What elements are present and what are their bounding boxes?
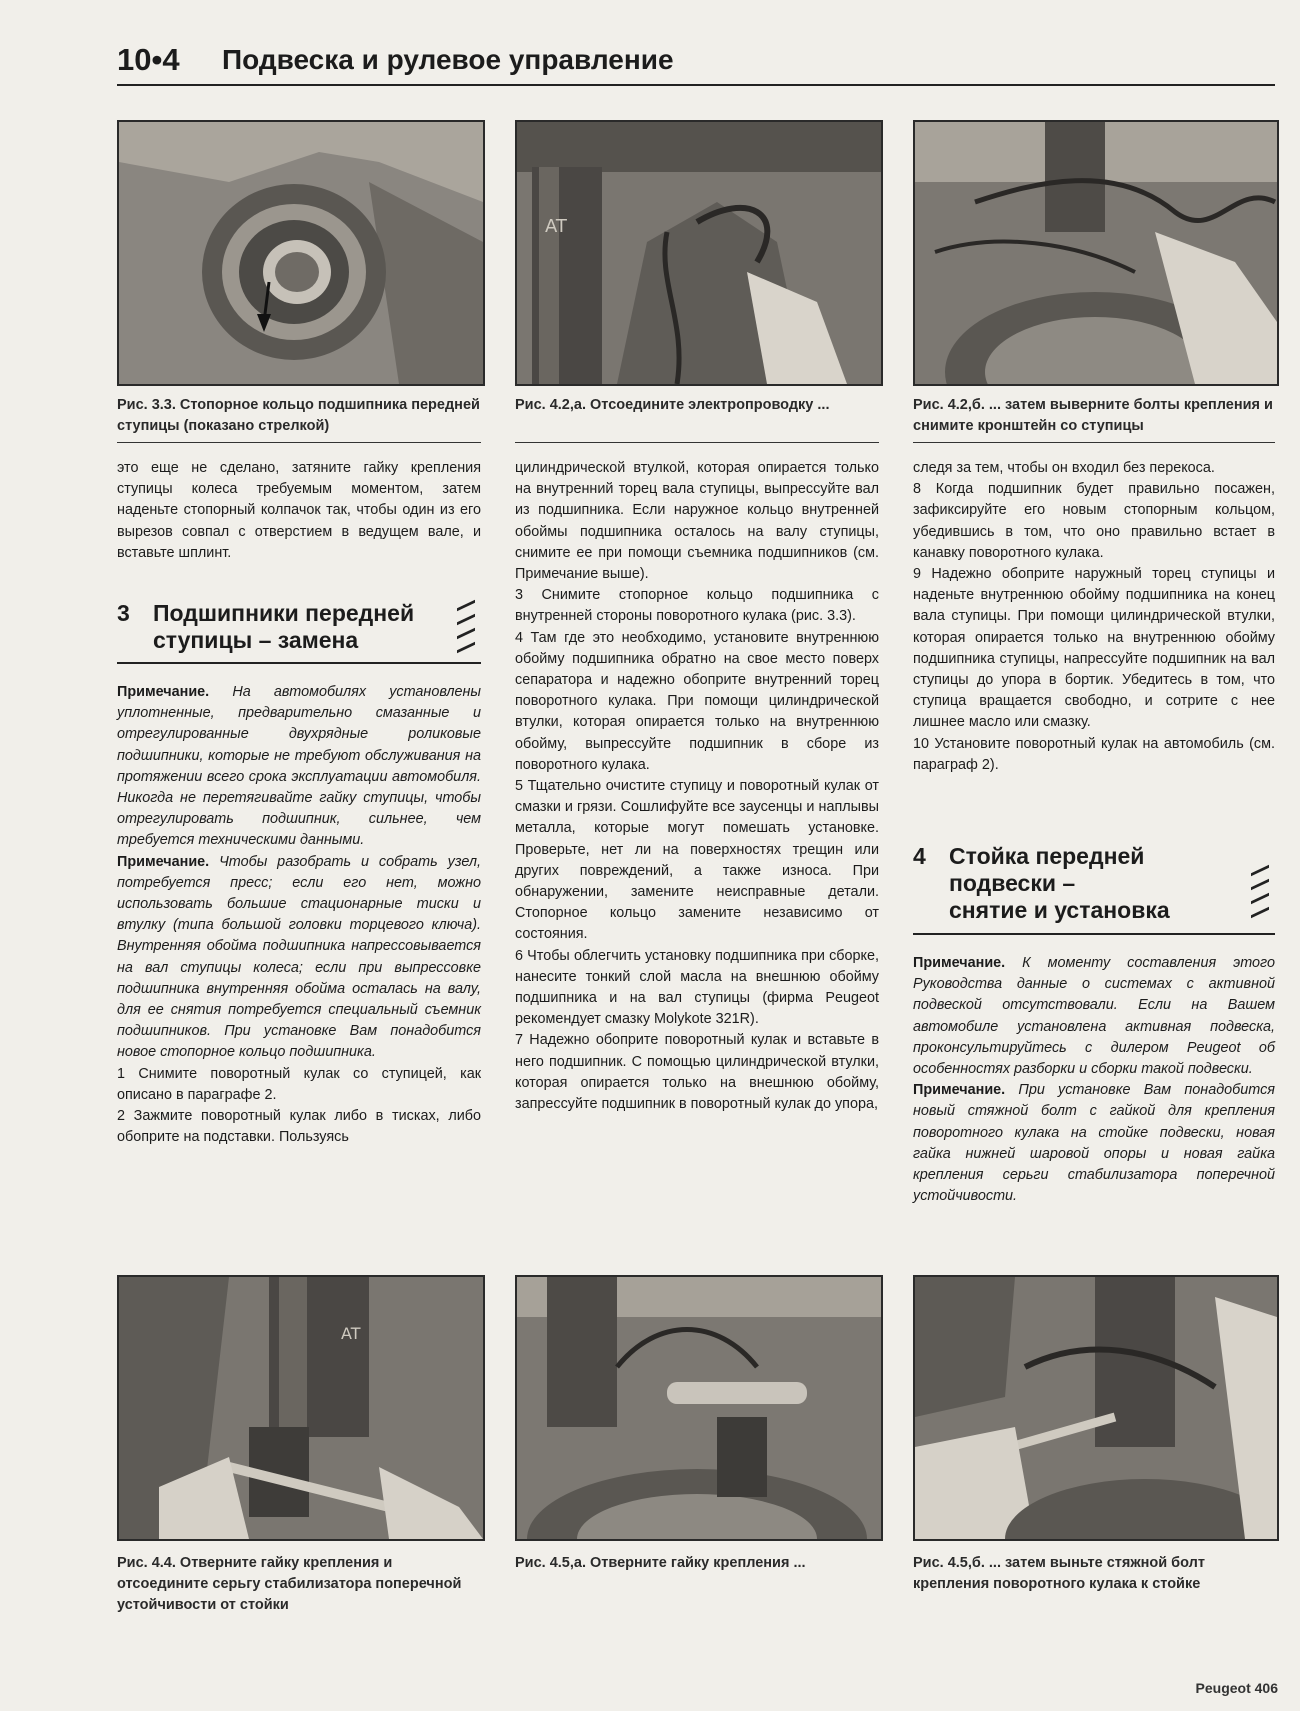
section-4-heading <box>913 843 1275 935</box>
section-title: Подшипники передней ступицы – замена <box>153 600 415 653</box>
step-6: 6 Чтобы облегчить установку подшипника при сборке, нанесите тонкий слой масла на внешнюю обойму подшипника и на вал ступицы (фирма Peugeot рекомендует смазку Molykote 321R). <box>515 947 879 1028</box>
page-header <box>117 36 1275 86</box>
page-number: 10•4 <box>117 42 180 77</box>
spring-icon <box>1251 869 1275 925</box>
photo-fig-4-2b <box>913 120 1279 386</box>
note-text: Чтобы разобрать и собрать узел, потребуется пресс; если его нет, можно использовать большие стационарные тиски и втулку (типа большой головки торцевого ключа). Внутренняя обойма подшипника напрессовывается на вал ступицы колеса; если при выпрессовке подшипника внутренняя обойма осталась на валу, для ее снятия потребуется специальный съемник подшипников. При установке Вам понадобится новое стопорное кольцо подшипника. <box>117 853 481 1061</box>
step-2: 2 Зажмите поворотный кулак либо в тисках, либо обоприте на подставки. Пользуясь <box>117 1108 481 1146</box>
chapter-title: Подвеска и рулевое управление <box>222 44 674 75</box>
column-1-intro <box>117 458 481 564</box>
paragraph: следя за тем, чтобы он входил без перекоса. <box>913 460 1215 476</box>
page-footer: Peugeot 406 <box>1195 1680 1278 1696</box>
section-number: 3 <box>117 600 130 626</box>
note-label: Примечание. <box>913 955 1006 971</box>
photo-fig-3-3 <box>117 120 485 386</box>
note-text: При установке Вам понадобится новый стяжной болт с гайкой для крепления поворотного кулака на стойке подвески, новая гайка нижней шаровой опоры и новая гайка крепления серьги стабилизатора поперечной устойчивости. <box>913 1082 1275 1205</box>
column-1-body <box>117 682 481 1148</box>
photo-fig-4-5b <box>913 1275 1279 1541</box>
column-2-body <box>515 458 879 1115</box>
caption-fig-4-5b: Рис. 4.5,б. ... затем выньте стяжной болт крепления поворотного кулака к стойке <box>913 1555 1205 1592</box>
caption-fig-4-5a: Рис. 4.5,а. Отверните гайку крепления ... <box>515 1555 806 1571</box>
step-9: 9 Надежно обоприте наружный торец ступицы и наденьте внутреннюю обойму подшипника на конец вала ступицы. При помощи цилиндрической втулки, которая опирается только на внутреннюю обойму подшипника ступицы, напрессуйте подшипник на вал ступицы до упора в бортик. Убедитесь в том, что ступица вращается свободно, и сотрите с нее лишнее масло или смазку. <box>913 566 1275 731</box>
strut-marking: AT <box>545 216 567 237</box>
section-title: Стойка передней подвески – снятие и установка <box>949 843 1170 923</box>
step-4: 4 Там где это необходимо, установите внутреннюю обойму подшипника обратно на свое место поверх сепаратора и надежно обоприте внутренний торец поворотного кулака. При помощи цилиндрической втулки, которая опирается только на внутреннюю обойму, выпрессуйте подшипник в сборе из поворотного кулака. <box>515 629 879 773</box>
photo-fig-4-2a <box>515 120 883 386</box>
caption-fig-4-2b: Рис. 4.2,б. ... затем выверните болты крепления и снимите кронштейн со ступицы <box>913 397 1273 434</box>
note-label: Примечание. <box>117 853 210 870</box>
section-number: 4 <box>913 843 926 869</box>
step-7: 7 Надежно обоприте поворотный кулак и вставьте в него подшипник. С помощью цилиндрической втулки, которая опирается только на внешнюю обойму, запрессуйте подшипник в поворотный кулак до упора, <box>515 1032 879 1113</box>
caption-rule-1 <box>117 442 481 443</box>
step-1: 1 Снимите поворотный кулак со ступицей, как описано в параграфе 2. <box>117 1065 481 1103</box>
photo-fig-4-4 <box>117 1275 485 1541</box>
column-3-notes <box>913 953 1275 1207</box>
caption-fig-4-4: Рис. 4.4. Отверните гайку крепления и отсоедините серьгу стабилизатора поперечной устойчивости от стойки <box>117 1555 462 1613</box>
note-label: Примечание. <box>117 684 210 700</box>
section-3-heading <box>117 600 481 664</box>
caption-rule-2 <box>515 442 879 443</box>
step-5: 5 Тщательно очистите ступицу и поворотный кулак от смазки и грязи. Сошлифуйте все заусенцы и наплывы металла, которые могут помешать установке. Проверьте, нет ли на поверхностях трещин или других повреждений, а также износа. При обнаружении, замените неисправные детали. Стопорное кольцо замените независимо от состояния. <box>515 778 879 943</box>
note-text: На автомобилях установлены уплотненные, предварительно смазанные и отрегулированные двухрядные роликовые подшипники, которые не требуют обслуживания на протяжении всего срока эксплуатации автомобиля. Никогда не перетягивайте гайку ступицы, чтобы отрегулировать подшипник, сильнее, чем требуется техническими данными. <box>117 684 482 849</box>
note-text: К моменту составления этого Руководства данные о системах с активной подвеской отсутствовали. Если на Вашем автомобиле установлена активная подвеска, проконсультируйтесь с дилером Peugeot об особенностях разборки и сборки такой подвески. <box>913 955 1275 1078</box>
paragraph: это еще не сделано, затяните гайку крепления ступицы колеса требуемым моментом, затем наденьте стопорный колпачок так, чтобы один из его вырезов совпал с отверстием в ведущем вале, и вставьте шплинт. <box>117 460 481 561</box>
step-8: 8 Когда подшипник будет правильно посажен, зафиксируйте его новым стопорным кольцом, убедившись в том, что оно правильно встает в канавку поворотного кулака. <box>913 481 1275 561</box>
note-label: Примечание. <box>913 1082 1006 1099</box>
caption-fig-3-3: Рис. 3.3. Стопорное кольцо подшипника передней ступицы (показано стрелкой) <box>117 397 480 434</box>
paragraph: цилиндрической втулкой, которая опирается только на внутренний торец вала ступицы, выпрессуйте вал из подшипника. Если наружное кольцо внутренней обоймы подшипника осталось на валу ступицы, снимите ее при помощи съемника подшипников (см. Примечание выше). <box>515 460 879 583</box>
caption-rule-3 <box>913 442 1275 443</box>
spring-icon <box>457 604 481 660</box>
column-3-body <box>913 458 1275 776</box>
strut-marking: AT <box>341 1324 361 1343</box>
step-10: 10 Установите поворотный кулак на автомобиль (см. параграф 2). <box>913 735 1275 773</box>
caption-fig-4-2a: Рис. 4.2,а. Отсоедините электропроводку ... <box>515 397 830 413</box>
photo-fig-4-5a <box>515 1275 883 1541</box>
step-3: 3 Снимите стопорное кольцо подшипника с внутренней стороны поворотного кулака (рис. 3.3). <box>515 587 879 625</box>
